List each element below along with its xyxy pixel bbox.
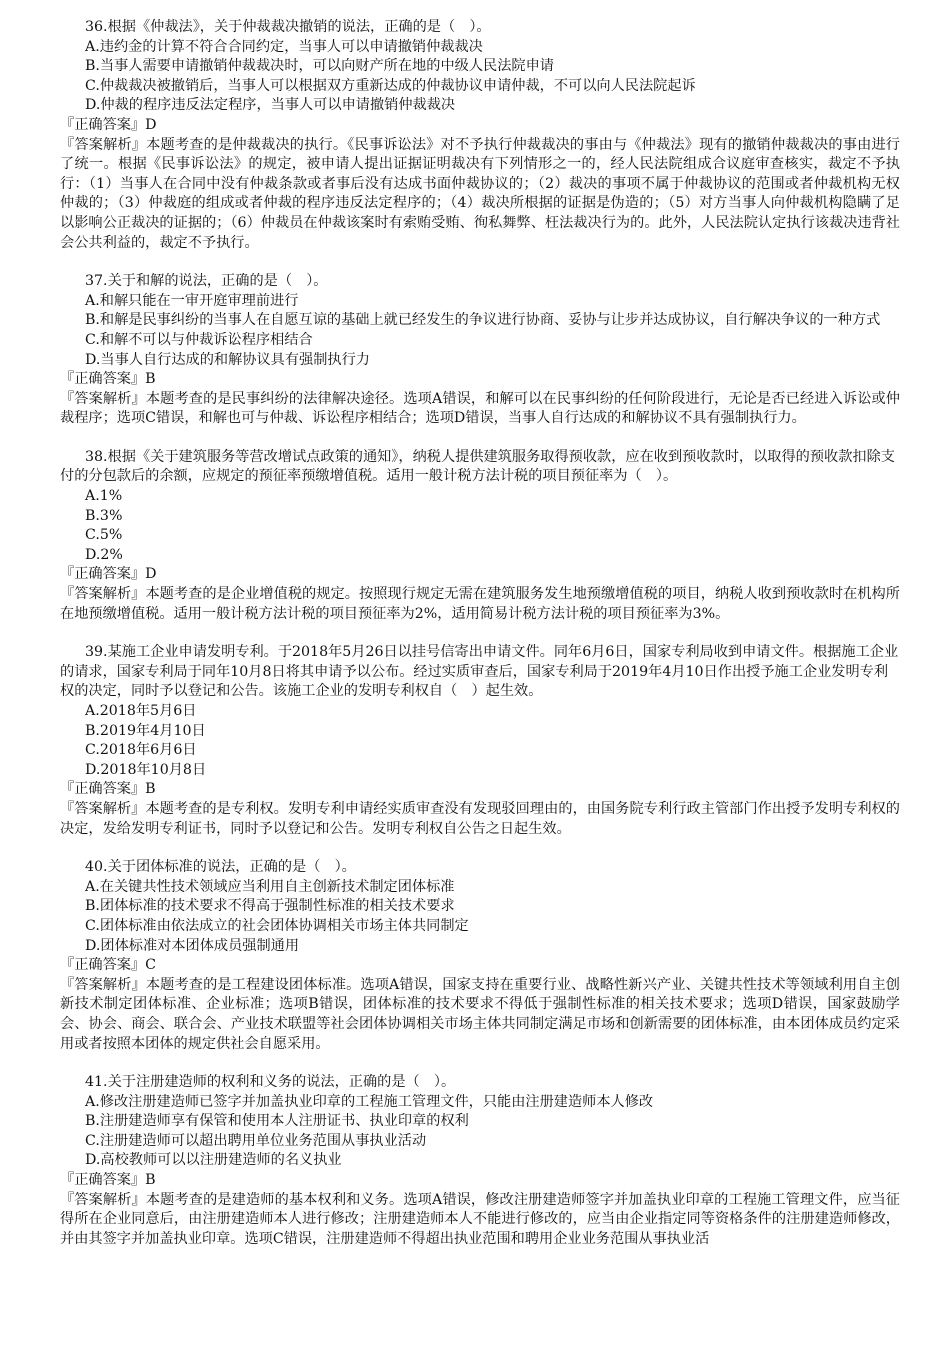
- question-stem: 39.某施工企业申请发明专利。于2018年5月26日以挂号信寄出申请文件。同年6月6日，国家专利局收到申请文件。根据施工企业的请求，国家专利局于同年10月8日将其申请予以公布。经过实质审查后，国家专利局于2019年4月10日作出授予施工企业发明专利权的决定，同时予以登记和公告。该施工企业的发明专利权自（ ）起生效。: [60, 644, 899, 700]
- option-d: D.当事人自行达成的和解协议具有强制执行力: [85, 351, 370, 368]
- option-a: A.1%: [85, 488, 123, 505]
- answer-label: 『正确答案』: [60, 371, 146, 388]
- answer-explanation: [60, 800, 900, 839]
- question-41: [60, 1073, 900, 1249]
- question-37: [60, 272, 900, 429]
- answer-explanation: [60, 390, 900, 429]
- question-stem: 40.关于团体标准的说法，正确的是（ ）。: [85, 859, 356, 876]
- answer-value: C: [145, 957, 156, 974]
- answer-explanation: [60, 136, 900, 254]
- explanation-text: 本题考查的是仲裁裁决的执行。《民事诉讼法》对不予执行仲裁裁决的事由与《仲裁法》现有的撤销仲裁裁决的事由进行了统一。根据《民事诉讼法》的规定，被申请人提出证据证明裁决有下列情形之一的，经人民法院组成合议庭审查核实，裁定不予执行：（1）当事人在合同中没有仲裁条款或者事后没有达成书面仲裁协议的；（2）裁决的事项不属于仲裁协议的范围或者仲裁机构无权仲裁的；（3）仲裁庭的组成或者仲裁的程序违反法定程序的；（4）裁决所根据的证据是伪造的；（5）对方当事人向仲裁机构隐瞒了足以影响公正裁决的证据的；（6）仲裁员在仲裁该案时有索贿受贿、徇私舞弊、枉法裁决行为的。此外，人民法院认定执行该裁决违背社会公共利益的，裁定不予执行。: [60, 136, 900, 251]
- answer-value: B: [145, 371, 156, 388]
- option-c: C.5%: [85, 527, 123, 544]
- explanation-text: 本题考查的是专利权。发明专利申请经实质审查没有发现驳回理由的，由国务院专利行政主管部门作出授予发明专利权的决定，发给发明专利证书，同时予以登记和公告。发明专利权自公告之日起生效。: [60, 800, 900, 837]
- option-b: B.3%: [85, 507, 123, 524]
- option-a: A.2018年5月6日: [85, 703, 197, 719]
- option-c: C.注册建造师可以超出聘用单位业务范围从事执业活动: [85, 1132, 427, 1149]
- explanation-text: 本题考查的是民事纠纷的法律解决途径。选项A错误，和解可以在民事纠纷的任何阶段进行，无论是否已经进入诉讼或仲裁程序；选项C错误，和解也可与仲裁、诉讼程序相结合；选项D错误，当事人自行达成的和解协议不具有强制执行力。: [60, 390, 900, 427]
- question-stem: 36.根据《仲裁法》，关于仲裁裁决撤销的说法，正确的是（ ）。: [85, 19, 491, 35]
- answer-value: B: [145, 1172, 156, 1189]
- option-a: A.和解只能在一审开庭审理前进行: [85, 292, 299, 309]
- question-39: [60, 643, 900, 839]
- answer-explanation: [60, 585, 900, 624]
- question-stem: 41.关于注册建造师的权利和义务的说法，正确的是（ ）。: [85, 1074, 456, 1091]
- question-38: [60, 448, 900, 624]
- answer-explanation: [60, 1191, 900, 1250]
- answer-value: D: [145, 116, 157, 133]
- option-a: A.违约金的计算不符合合同约定，当事人可以申请撤销仲裁裁决: [85, 38, 483, 55]
- question-36: [60, 18, 900, 253]
- answer-label: 『正确答案』: [60, 1172, 146, 1189]
- correct-answer: [60, 370, 900, 390]
- answer-label: 『正确答案』: [60, 116, 146, 133]
- option-b: B.2019年4月10日: [85, 722, 206, 739]
- option-d: D.高校教师可以以注册建造师的名义执业: [85, 1152, 342, 1169]
- answer-explanation: [60, 976, 900, 1054]
- option-c: C.仲裁裁决被撤销后，当事人可以根据双方重新达成的仲裁协议申请仲裁，不可以向人民法院起诉: [85, 77, 696, 94]
- option-b: B.和解是民事纠纷的当事人在自愿互谅的基础上就已经发生的争议进行协商、妥协与让步并达成协议，自行解决争议的一种方式: [85, 312, 881, 329]
- explanation-text: 本题考查的是工程建设团体标准。选项A错误，国家支持在重要行业、战略性新兴产业、关键共性技术等领域利用自主创新技术制定团体标准、企业标准；选项B错误，团体标准的技术要求不得低于强制性标准的相关技术要求；选项D错误，国家鼓励学会、协会、商会、联合会、产业技术联盟等社会团体协调相关市场主体共同制定满足市场和创新需要的团体标准，由本团体成员约定采用或者按照本团体的规定供社会自愿采用。: [60, 976, 900, 1052]
- question-stem: 38.根据《关于建筑服务等营改增试点政策的通知》，纳税人提供建筑服务取得预收款，应在收到预收款时，以取得的预收款扣除支付的分包款后的余额，应规定的预征率预缴增值税。适用一般计税方法计税的项目预征率为（ ）。: [60, 448, 895, 485]
- correct-answer: [60, 116, 900, 136]
- option-d: D.团体标准对本团体成员强制通用: [85, 937, 300, 954]
- question-40: [60, 858, 900, 1054]
- question-stem: 37.关于和解的说法，正确的是（ ）。: [85, 273, 328, 290]
- explanation-label: 『答案解析』: [60, 586, 146, 603]
- option-c: C.2018年6月6日: [85, 742, 197, 759]
- explanation-label: 『答案解析』: [60, 800, 146, 817]
- answer-value: B: [145, 781, 156, 798]
- option-a: A.修改注册建造师已签字并加盖执业印章的工程施工管理文件，只能由注册建造师本人修改: [85, 1093, 654, 1110]
- explanation-label: 『答案解析』: [60, 390, 146, 407]
- option-b: B.当事人需要申请撤销仲裁裁决时，可以向财产所在地的中级人民法院申请: [85, 58, 554, 75]
- correct-answer: [60, 565, 900, 585]
- option-d: D.仲裁的程序违反法定程序，当事人可以申请撤销仲裁裁决: [85, 97, 456, 114]
- option-c: C.团体标准由依法成立的社会团体协调相关市场主体共同制定: [85, 917, 469, 934]
- explanation-text: 本题考查的是企业增值税的规定。按照现行规定无需在建筑服务发生地预缴增值税的项目，纳税人收到预收款时在机构所在地预缴增值税。适用一般计税方法计税的项目预征率为2%，适用简易计税方法计税的项目预征率为3%。: [60, 586, 900, 622]
- explanation-label: 『答案解析』: [60, 1191, 146, 1208]
- explanation-label: 『答案解析』: [60, 136, 147, 153]
- answer-label: 『正确答案』: [60, 781, 146, 798]
- option-c: C.和解不可以与仲裁诉讼程序相结合: [85, 331, 313, 348]
- option-a: A.在关键共性技术领域应当利用自主创新技术制定团体标准: [85, 878, 455, 895]
- answer-label: 『正确答案』: [60, 957, 146, 974]
- option-b: B.注册建造师享有保管和使用本人注册证书、执业印章的权利: [85, 1113, 469, 1130]
- correct-answer: [60, 780, 900, 800]
- correct-answer: [60, 956, 900, 976]
- correct-answer: [60, 1171, 900, 1191]
- explanation-text: 本题考查的是建造师的基本权利和义务。选项A错误，修改注册建造师签字并加盖执业印章的工程施工管理文件，应当征得所在企业同意后，由注册建造师本人进行修改；注册建造师本人不能进行修改的，应当由企业指定同等资格条件的注册建造师修改，并由其签字并加盖执业印章。选项C错误，注册建造师不得超出执业范围和聘用企业业务范围从事执业活: [60, 1191, 900, 1247]
- option-d: D.2018年10月8日: [85, 761, 207, 778]
- option-d: D.2%: [85, 546, 123, 563]
- answer-label: 『正确答案』: [60, 566, 146, 583]
- option-b: B.团体标准的技术要求不得高于强制性标准的相关技术要求: [85, 898, 455, 915]
- answer-value: D: [145, 566, 157, 583]
- explanation-label: 『答案解析』: [60, 976, 146, 993]
